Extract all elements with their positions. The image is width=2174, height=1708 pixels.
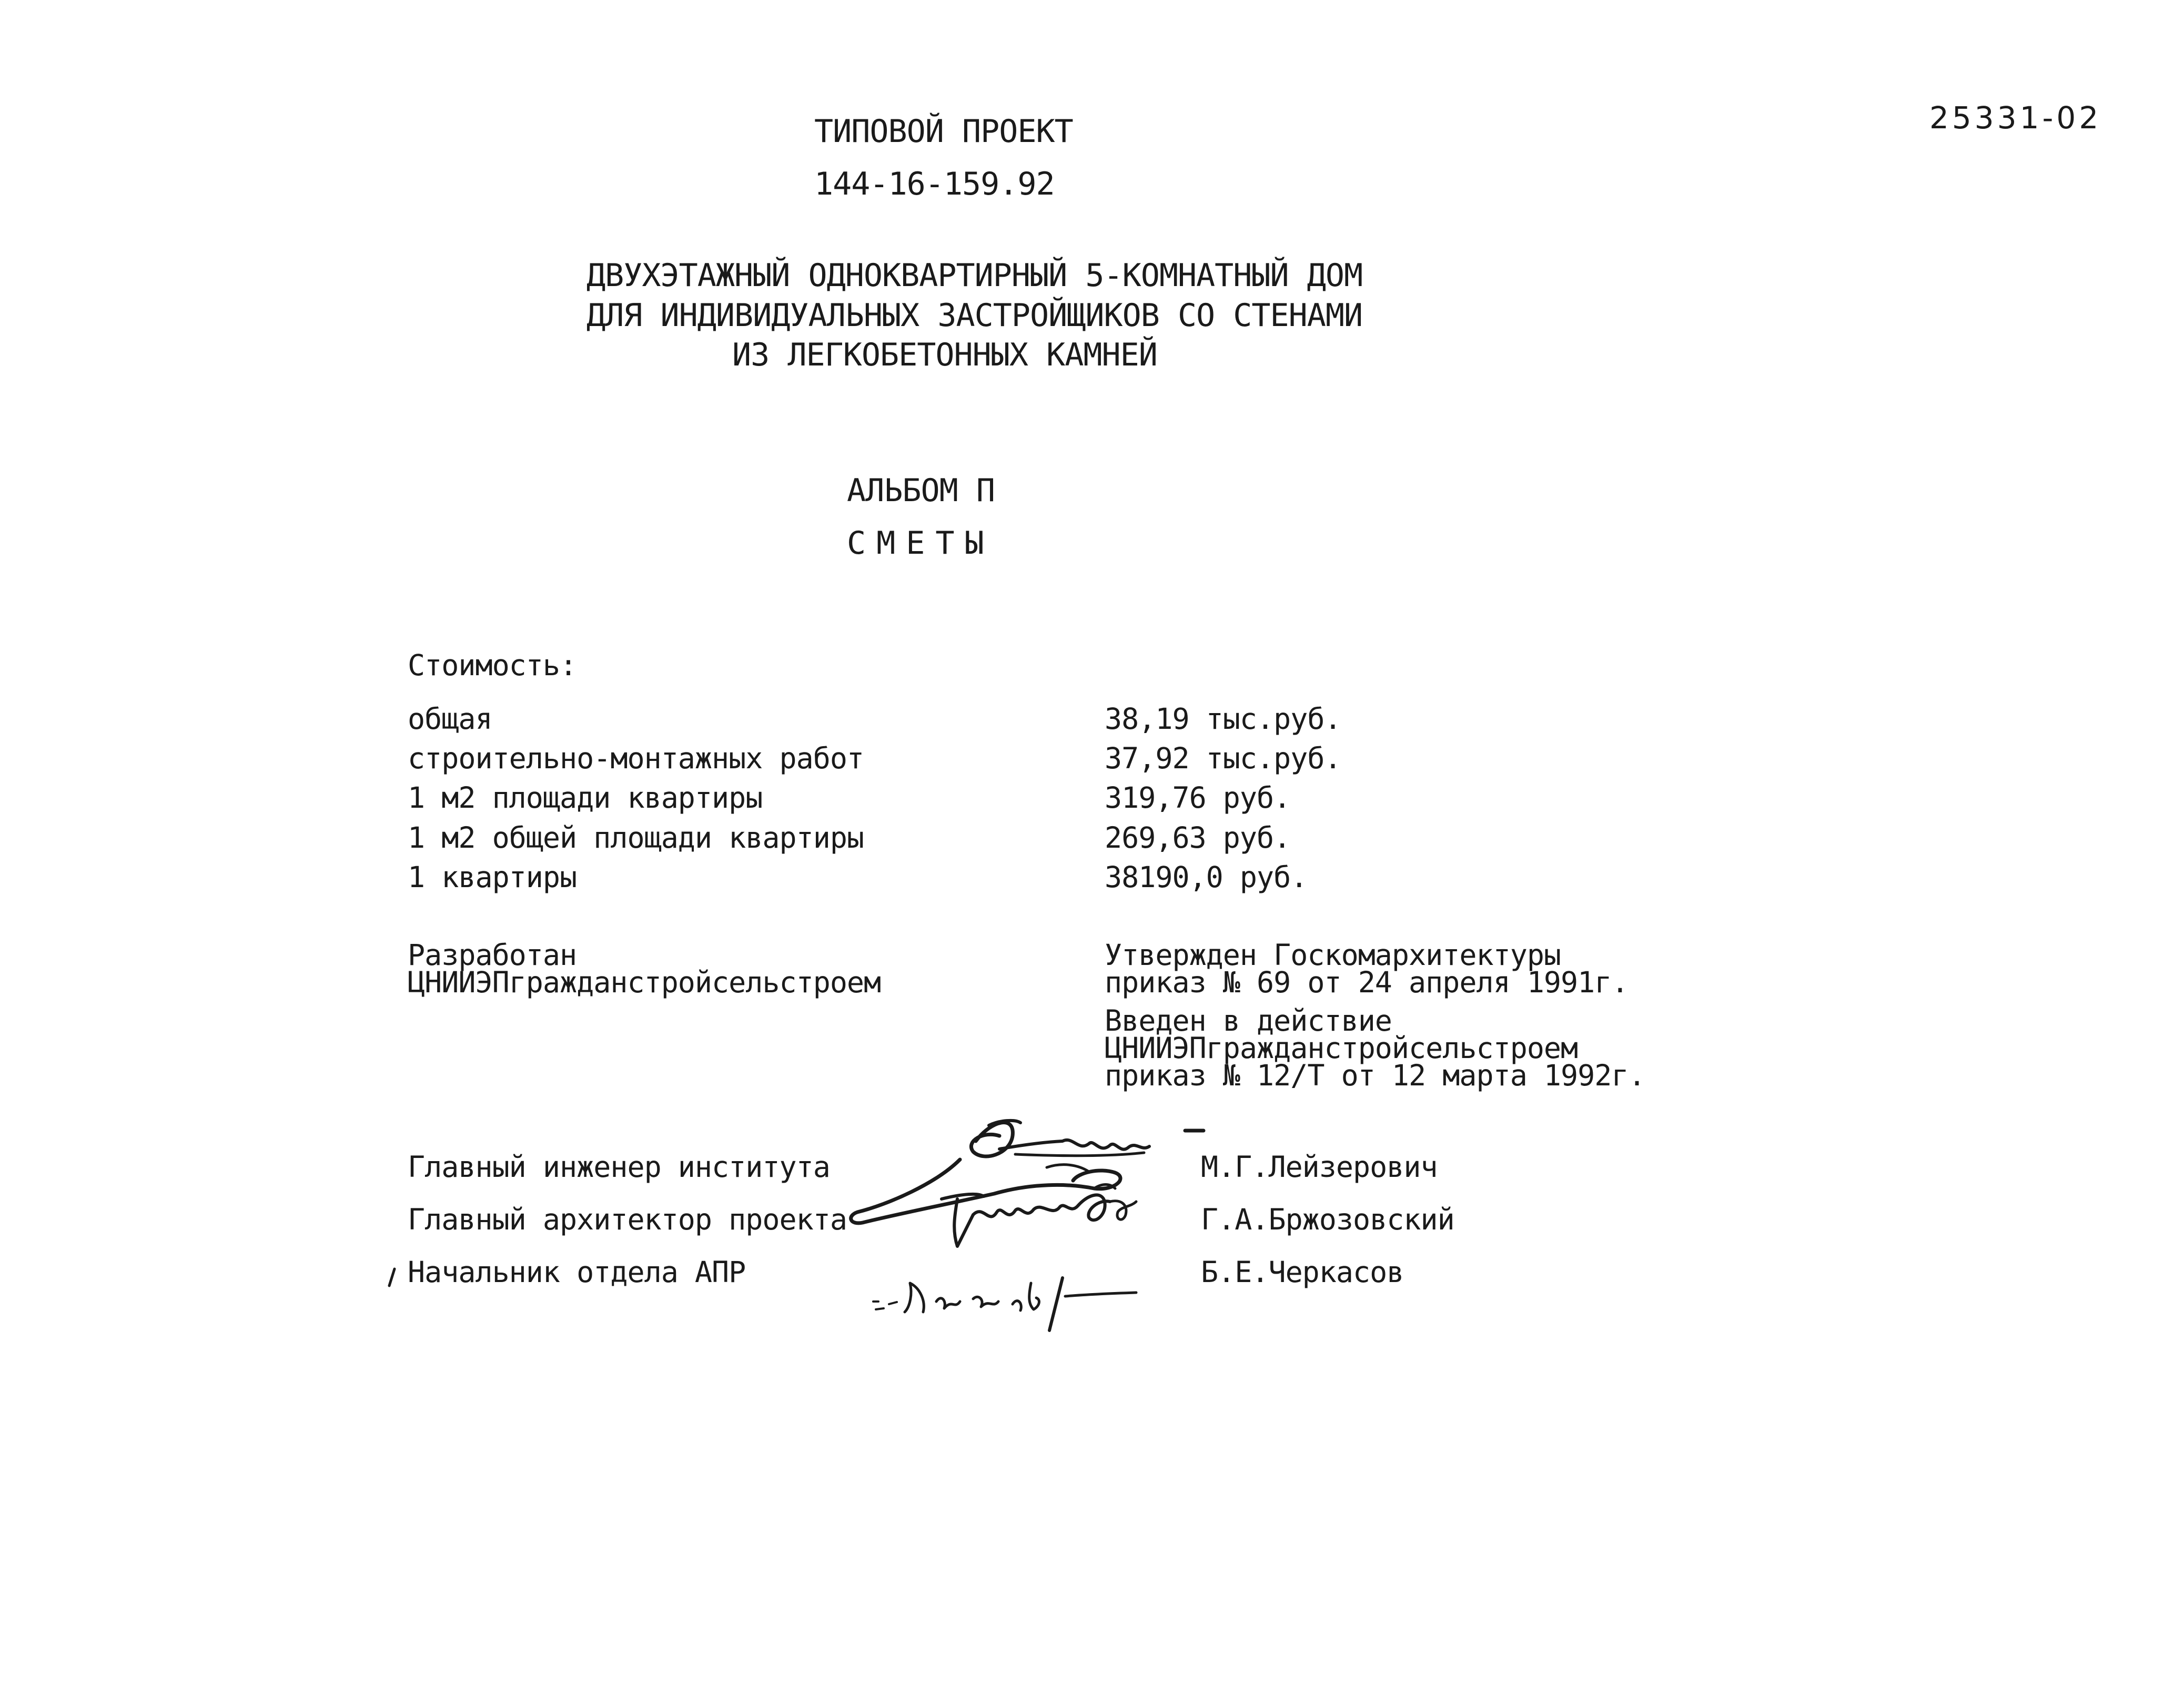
cost-label: 1 м2 площади квартиры [408, 781, 763, 815]
approval-line-1: Утвержден Госкомархитектуры [1105, 938, 1561, 972]
cost-value: 319,76 руб. [1105, 781, 1291, 815]
signatory-position: Начальник отдела АПР [408, 1255, 746, 1289]
project-code: 144-16-159.92 [814, 166, 1055, 202]
approval-line-4: ЦНИИЭПгражданстройсельстроем [1105, 1031, 1578, 1065]
cost-value: 38190,0 руб. [1105, 860, 1308, 894]
project-title-line-1: ДВУХЭТАЖНЫЙ ОДНОКВАРТИРНЫЙ 5-КОМНАТНЫЙ ДОМ [587, 257, 1363, 294]
approval-line-2: приказ № 69 от 24 апреля 1991г. [1105, 965, 1629, 999]
signatory-name: Г.А.Бржозовский [1201, 1203, 1454, 1236]
margin-tick-mark [384, 1265, 400, 1291]
project-title-line-3: ИЗ ЛЕГКОБЕТОННЫХ КАМНЕЙ [732, 337, 1157, 373]
cost-heading: Стоимость: [408, 648, 577, 682]
cost-value: 38,19 тыс.руб. [1105, 702, 1341, 736]
section-title: СМЕТЫ [847, 525, 995, 562]
document-number: 25331-02 [1929, 100, 2102, 136]
handwritten-signature-chief-architect [921, 1178, 1184, 1257]
developer-label: Разработан [408, 938, 577, 972]
signatory-position: Главный инженер института [408, 1150, 830, 1184]
cost-label: строительно-монтажных работ [408, 741, 864, 775]
project-title-line-2: ДЛЯ ИНДИВИДУАЛЬНЫХ ЗАСТРОЙЩИКОВ СО СТЕНАМИ [587, 297, 1363, 334]
approval-line-3: Введен в действие [1105, 1004, 1392, 1038]
album-label: АЛЬБОМ П [847, 472, 995, 509]
signatory-name: Б.Е.Черкасов [1201, 1255, 1404, 1289]
approval-line-5: приказ № 12/Т от 12 марта 1992г. [1105, 1059, 1645, 1092]
cost-value: 37,92 тыс.руб. [1105, 741, 1341, 775]
cost-label: общая [408, 702, 492, 736]
signatory-position: Главный архитектор проекта [408, 1203, 847, 1236]
handwritten-signature-department-head [863, 1252, 1178, 1336]
cost-value: 269,63 руб. [1105, 821, 1291, 855]
cost-label: 1 м2 общей площади квартиры [408, 821, 864, 855]
developer-organization: ЦНИИЭПгражданстройсельстроем [408, 965, 881, 999]
project-type-label: ТИПОВОЙ ПРОЕКТ [814, 113, 1073, 150]
cost-label: 1 квартиры [408, 860, 577, 894]
signatory-name: М.Г.Лейзерович [1201, 1150, 1438, 1184]
